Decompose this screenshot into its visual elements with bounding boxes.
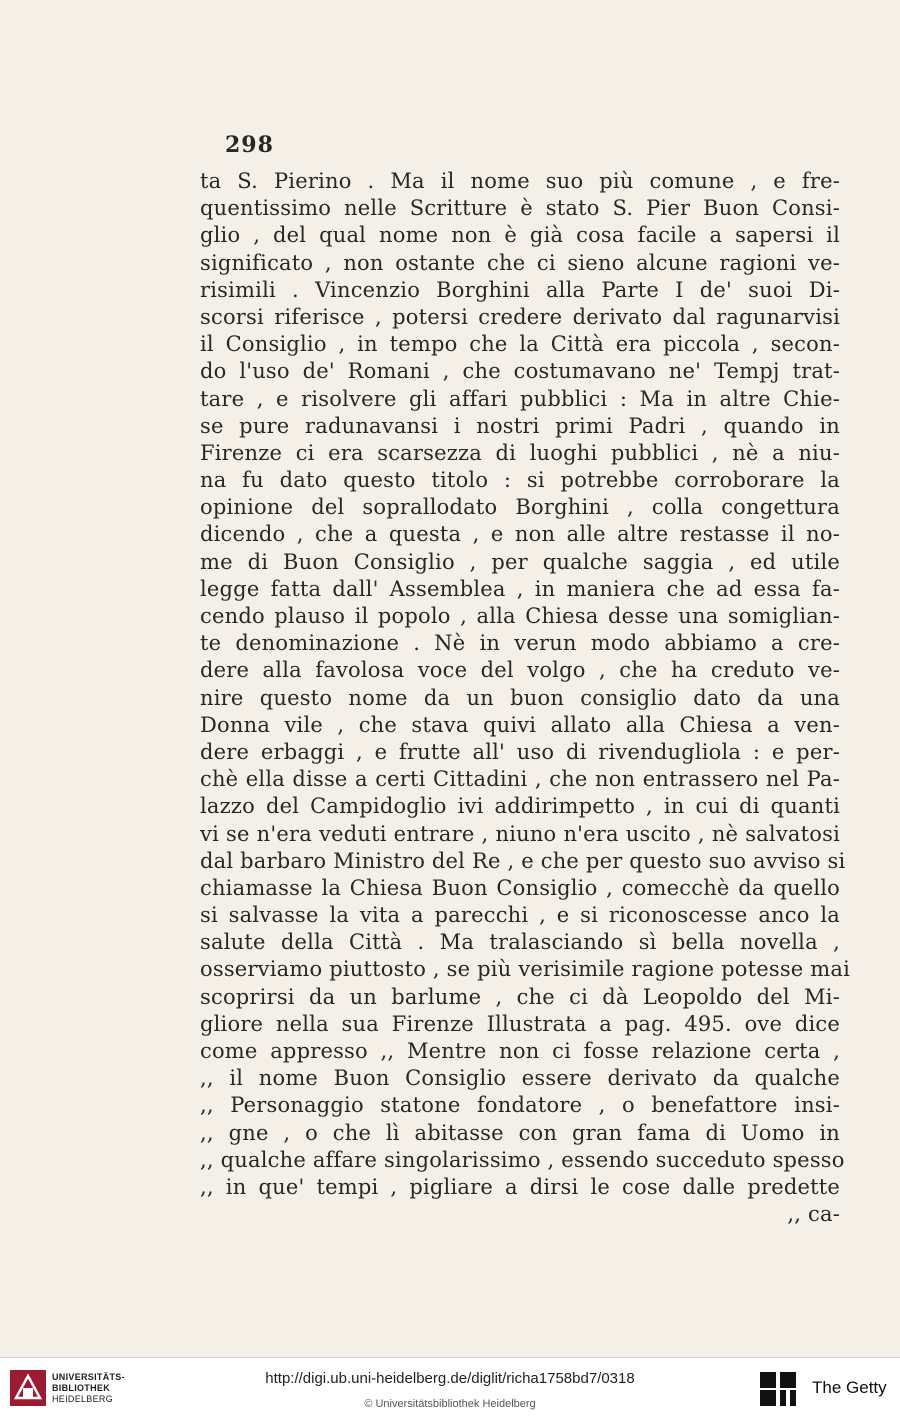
text-line: ta S. Pierino . Ma il nome suo più comune , e fre- xyxy=(200,169,840,193)
text-line: opinione del soprallodato Borghini , colla congettura xyxy=(200,495,840,520)
permalink-url[interactable]: http://digi.ub.uni-heidelberg.de/diglit/richa1758bd7/0318 xyxy=(265,1370,635,1387)
text-line: Firenze ci era scarsezza di luoghi pubblici , nè a niu- xyxy=(200,440,840,465)
text-line: dere erbaggi , e frutte all' uso di rivendugliola : e per- xyxy=(200,739,840,764)
text-line: lazzo del Campidoglio ivi addirimpetto , in cui di quanti xyxy=(200,794,840,819)
text-line: vi se n'era veduti entrare , niuno n'era uscito , nè salvatosi xyxy=(200,821,840,846)
text-line: cendo plauso il popolo , alla Chiesa desse una somiglian- xyxy=(200,604,840,628)
text-line: gliore nella sua Firenze Illustrata a pag. 495. ove dice xyxy=(200,1011,840,1036)
sponsor-name: The Getty xyxy=(812,1378,887,1397)
text-line: come appresso ,, Mentre non ci fosse relazione certa , xyxy=(200,1039,840,1063)
text-line: dere alla favolosa voce del volgo , che ha creduto ve- xyxy=(200,658,840,683)
text-line: do l'uso de' Romani , che costumavano ne' Tempj trat- xyxy=(200,359,840,384)
text-line: ,, Personaggio statone fondatore , o benefattore insi- xyxy=(200,1093,840,1118)
getty-logo-icon xyxy=(760,1372,796,1406)
viewer-footer xyxy=(0,1357,900,1423)
text-line: dal barbaro Ministro del Re , e che per questo suo avviso si xyxy=(200,848,846,873)
text-line: osserviamo piuttosto , se più verisimile ragione potesse mai xyxy=(200,957,851,982)
text-line: se pure radunavansi i nostri primi Padri , quando in xyxy=(200,413,840,438)
text-line: si salvasse la vita a parecchi , e si riconoscesse anco la xyxy=(200,903,840,928)
text-line: ,, in que' tempi , pigliare a dirsi le cose dalle predette xyxy=(200,1174,840,1199)
text-line: scoprirsi da un barlume , che ci dà Leopoldo del Mi- xyxy=(200,984,840,1009)
text-line: chiamasse la Chiesa Buon Consiglio , comecchè da quello xyxy=(200,875,840,900)
page-number: 298 xyxy=(225,132,274,158)
text-line: quentissimo nelle Scritture è stato S. Pier Buon Consi- xyxy=(200,196,840,221)
library-name-line3: HEIDELBERG xyxy=(52,1394,114,1404)
text-line: il Consiglio , in tempo che la Città era piccola , secon- xyxy=(200,332,840,357)
text-line: te denominazione . Nè in verun modo abbiamo a cre- xyxy=(200,631,840,656)
text-line: Donna vile , che stava quivi allato alla Chiesa a ven- xyxy=(200,712,840,737)
text-line: risimili . Vincenzio Borghini alla Parte I de' suoi Di- xyxy=(200,277,840,302)
text-line: glio , del qual nome non è già cosa facile a sapersi il xyxy=(200,223,840,248)
text-line: salute della Città . Ma tralasciando sì bella novella , xyxy=(200,930,840,955)
text-line: ,, il nome Buon Consiglio essere derivato da qualche xyxy=(200,1066,840,1091)
copyright-notice: © Universitätsbibliothek Heidelberg xyxy=(364,1398,536,1410)
text-line: legge fatta dall' Assemblea , in maniera che ad essa fa- xyxy=(200,576,840,601)
text-line: ,, qualche affare singolarissimo , essendo succeduto spesso xyxy=(200,1147,845,1172)
text-line: dicendo , che a questa , e non alle altre restasse il no- xyxy=(200,522,840,547)
text-line: chè ella disse a certi Cittadini , che non entrassero nel Pa- xyxy=(200,767,840,792)
text-line: ,, gne , o che lì abitasse con gran fama di Uomo in xyxy=(200,1120,840,1145)
library-name-line1: UNIVERSITÄTS- xyxy=(52,1372,125,1382)
body-text xyxy=(200,168,851,1228)
text-line: ,, ca- xyxy=(787,1202,840,1227)
text-line: na fu dato questo titolo : si potrebbe corroborare la xyxy=(200,468,840,493)
text-line: me di Buon Consiglio , per qualche saggia , ed utile xyxy=(200,549,840,574)
text-line: nire questo nome da un buon consiglio dato da una xyxy=(200,685,840,710)
library-name-line2: BIBLIOTHEK xyxy=(52,1383,110,1393)
text-line: tare , e risolvere gli affari pubblici : Ma in altre Chie- xyxy=(200,386,840,411)
text-line: significato , non ostante che ci sieno alcune ragioni ve- xyxy=(200,250,840,275)
text-line: scorsi riferisce , potersi credere derivato dal ragunarvisi xyxy=(200,304,840,329)
